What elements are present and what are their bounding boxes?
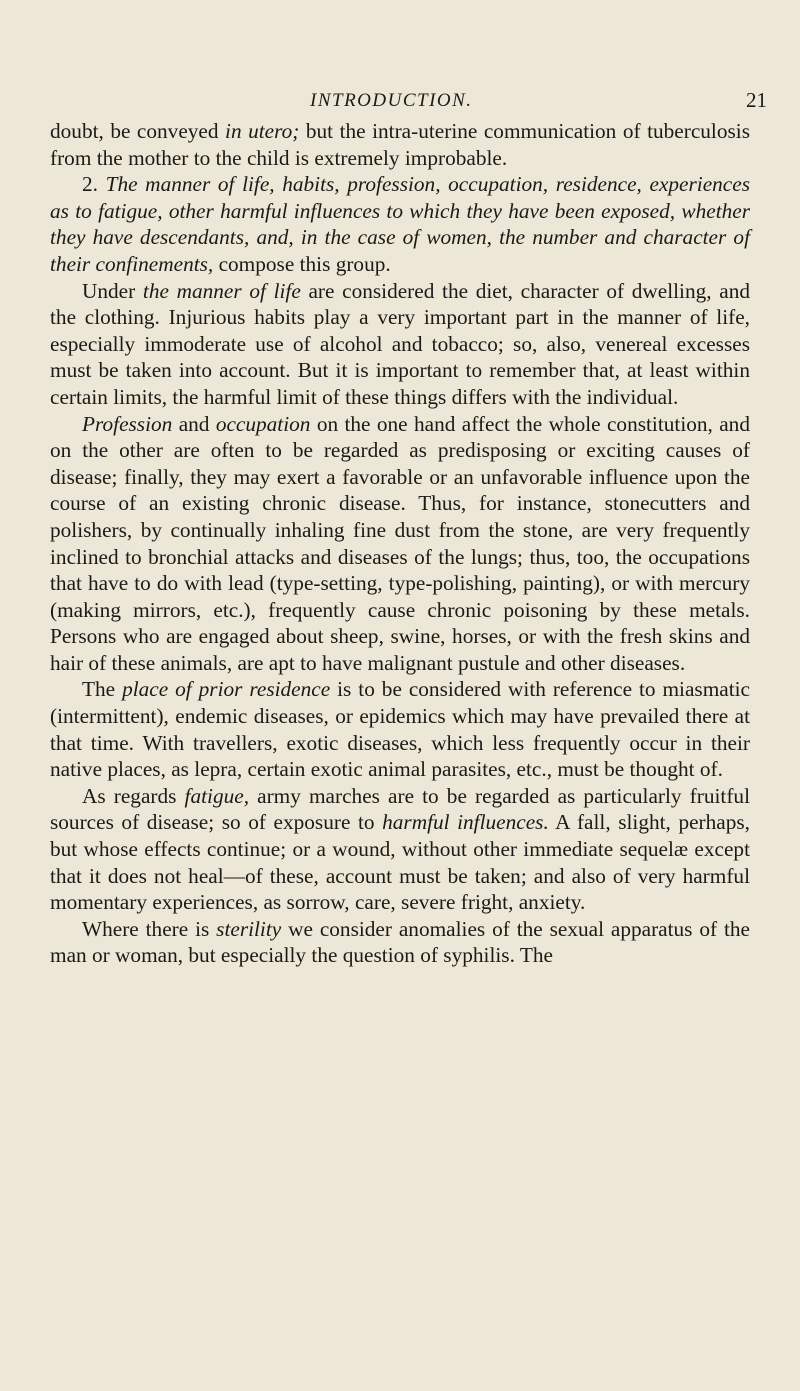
text-run: is to be considered with reference to miasmatic (intermittent), endemic diseases, or epidemics which may have prevailed there at that time. With travellers, exotic diseases, which less frequently occur in their native places, as lepra, certain exotic animal parasites, etc., must be thought of. (50, 677, 751, 782)
italic-run: the manner of life (142, 278, 301, 303)
text-run: we consider anomalies of the sexual apparatus of the man or woman, but especially the question of syphilis. The (50, 916, 750, 968)
italic-run: Profession (82, 411, 173, 436)
italic-run: in utero; (225, 119, 300, 143)
italic-run: harmful influences. (382, 810, 549, 835)
list-number: 2. (82, 172, 106, 197)
text-run: As regards (82, 783, 185, 808)
text-run: and (172, 411, 216, 436)
text-run: on the one hand affect the whole constitution, and on the other are often to be regarded as predisposing or exciting causes of disease; finally, they may exert a favorable or an unfavorable influence upon the course of an existing chronic disease. Thus, for instance, stonecutters and polishers, by continually inhaling fine dust from the stone, are very frequently inclined to bronchial attacks and diseases of the lungs; thus, too, the occupations that have to do with lead (type-setting, type-polishing, painting), or with mercury (making mirrors, etc.), frequently cause chronic poisoning by these metals. Persons who are engaged about sheep, swine, horses, or with the fresh skins and hair of these animals, are apt to have malignant pustule and other diseases. (50, 411, 750, 675)
text-run: but the intra-uterine communication of tuberculosis from the mother to the child is extremely improbable. (50, 119, 750, 170)
italic-run: place of prior residence (122, 677, 331, 702)
paragraph-6 (50, 783, 750, 916)
body-text (50, 118, 750, 969)
paragraph-4 (50, 411, 750, 677)
text-run: are considered the diet, character of dwelling, and the clothing. Injurious habits play a very important part in the manner of life, especially immoderate use of alcohol and tobacco; so, also, venereal excesses must be taken into account. But it is important to remember that, at least within certain limits, the harmful limit of these things differs with the individual. (50, 278, 751, 409)
running-head: INTRODUCTION. (310, 90, 473, 111)
italic-run: occupation (215, 411, 311, 436)
paragraph-5 (50, 676, 750, 782)
text-run: doubt, be conveyed (50, 119, 226, 143)
paragraph-7 (50, 916, 750, 969)
text-run: The (82, 677, 123, 702)
paragraph-3 (50, 278, 750, 411)
text-run: compose this group. (213, 251, 391, 276)
italic-run: sterility (216, 916, 282, 941)
italic-run: The manner of life, habits, profession, occupation, residence, experiences as to fatigue, other harmful influences to which they have been exposed, whether they have descendants, and, in the case of women, the number and character of their confinements, (50, 172, 750, 276)
page-number: 21 (746, 88, 767, 112)
text-run: army marches are to be regarded as particularly fruitful sources of disease; so of exposure to (50, 783, 750, 835)
italic-run: fatigue, (184, 783, 250, 808)
text-run: Where there is (82, 916, 217, 941)
paragraph-2 (50, 171, 750, 277)
paragraph-1 (50, 118, 750, 171)
text-run: A fall, slight, perhaps, but whose effects continue; or a wound, without other immediate sequelæ except that it does not heal—of these, account must be taken; and also of very harmful momentary experiences, as sorrow, care, severe fright, anxiety. (50, 810, 751, 915)
text-run: Under (82, 278, 143, 303)
